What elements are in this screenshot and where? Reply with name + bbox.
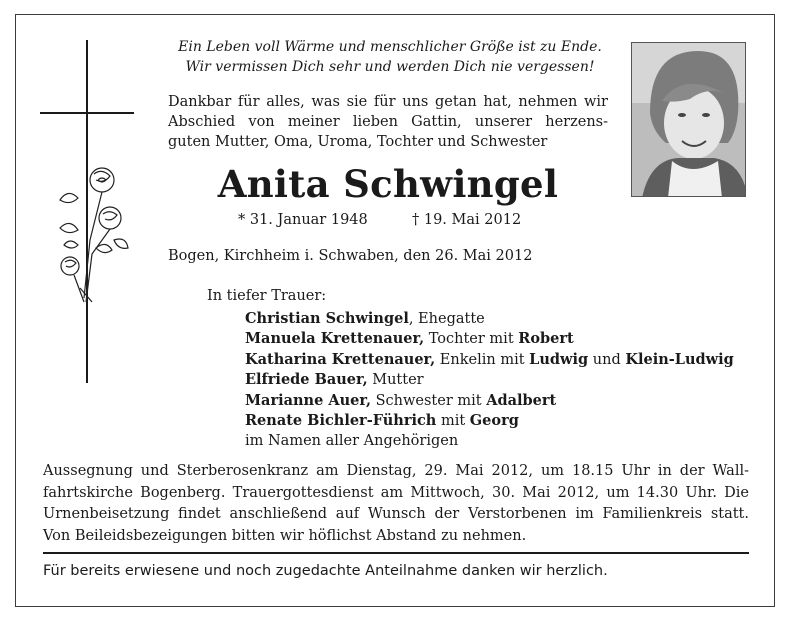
mourner-line: Renate Bichler-Führich mit Georg [245, 412, 519, 430]
birth-date: * 31. Januar 1948 [238, 212, 368, 228]
intro-line: guten Mutter, Oma, Uroma, Tochter und Schwester [168, 134, 548, 150]
motto-line: Ein Leben voll Wärme und menschlicher Größe ist zu Ende. [178, 39, 602, 55]
motto-line: Wir vermissen Dich sehr und werden Dich nie vergessen! [185, 59, 595, 75]
cross-with-roses-icon [40, 40, 140, 385]
death-date: † 19. Mai 2012 [412, 212, 522, 228]
deceased-name: Anita Schwingel [217, 162, 559, 206]
thanks-text: Für bereits erwiesene und noch zugedachte Anteilnahme danken wir herzlich. [43, 563, 608, 579]
mourner-line: im Namen aller Angehörigen [245, 433, 459, 450]
intro-line: Abschied von meiner lieben Gattin, unserer herzens- [168, 114, 608, 130]
in-grief-label: In tiefer Trauer: [207, 288, 327, 304]
mourner-line: Katharina Krettenauer, Enkelin mit Ludwig und Klein-Ludwig [245, 350, 734, 368]
motto [170, 37, 610, 77]
mourner-line: Elfriede Bauer, Mutter [245, 371, 424, 389]
funeral-line: Urnenbeisetzung findet anschließend auf Wunsch der Verstorbenen im Familienkreis statt. [43, 506, 749, 522]
mourner-line: Manuela Krettenauer, Tochter mit Robert [245, 330, 574, 348]
funeral-line: Von Beileidsbezeigungen bitten wir höflichst Abstand zu nehmen. [43, 527, 527, 544]
place-date: Bogen, Kirchheim i. Schwaben, den 26. Mai 2012 [168, 248, 533, 264]
intro-text [168, 92, 608, 152]
funeral-line: Aussegnung und Sterberosenkranz am Dienstag, 29. Mai 2012, um 18.15 Uhr in der Wall- [43, 463, 749, 479]
portrait-image [632, 43, 746, 197]
mourner-line: Christian Schwingel, Ehegatte [245, 310, 485, 327]
portrait-photo [631, 42, 746, 197]
intro-line: Dankbar für alles, was sie für uns getan hat, nehmen wir [168, 94, 608, 110]
funeral-details [43, 461, 749, 547]
mourners-list [245, 309, 734, 452]
divider [43, 552, 749, 554]
funeral-line: fahrtskirche Bogenberg. Trauergottesdienst am Mittwoch, 30. Mai 2012, um 14.30 Uhr. Die [43, 484, 749, 501]
mourner-line: Marianne Auer, Schwester mit Adalbert [245, 391, 557, 409]
